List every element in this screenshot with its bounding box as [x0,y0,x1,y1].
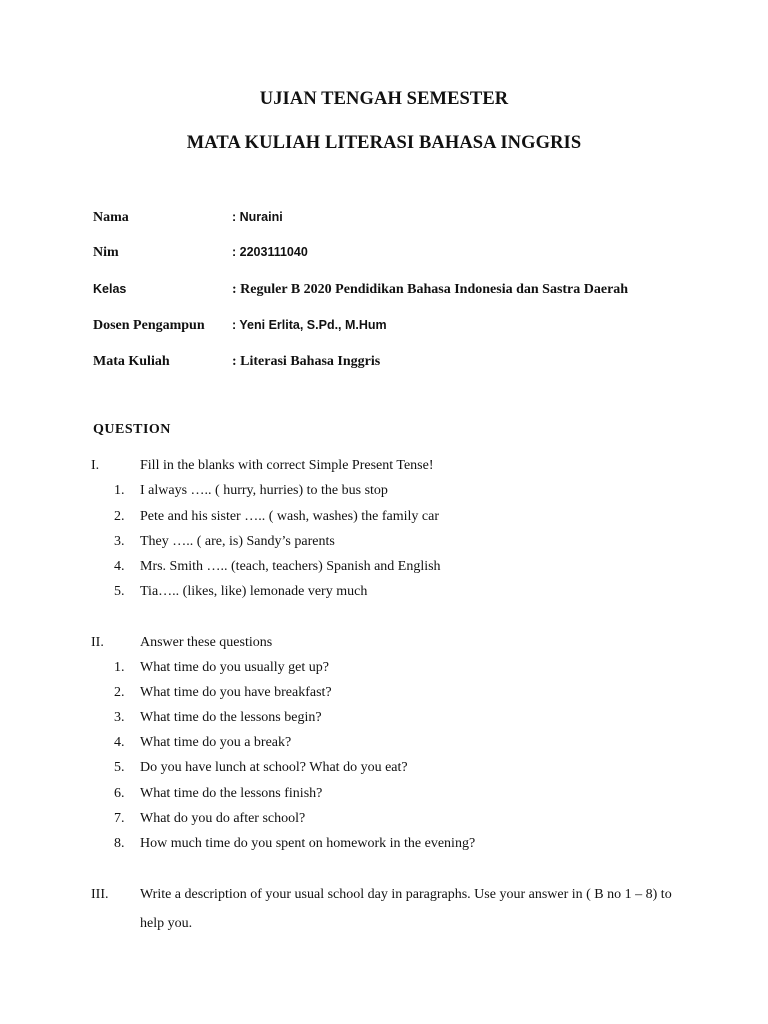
info-label: Nim [93,245,119,260]
info-row-nim [93,245,733,265]
list-item [114,559,441,575]
item-number: 1. [114,660,125,675]
info-label: Mata Kuliah [93,354,170,369]
item-number: 4. [114,735,125,750]
list-item [114,483,388,499]
item-text: How much time do you spent on homework in the evening? [140,836,476,851]
item-text: Mrs. Smith ….. (teach, teachers) Spanish and English [140,559,441,574]
item-number: 4. [114,559,125,574]
section-number: I. [91,458,100,473]
item-text: What time do you usually get up? [140,660,329,675]
info-value: : 2203111040 [232,245,308,259]
list-item [114,685,332,701]
list-item [114,760,408,776]
item-text: What time do you have breakfast? [140,685,332,700]
section-number: II. [91,635,104,650]
item-number: 5. [114,584,125,599]
section-instruction: Write a description of your usual school day in paragraphs. Use your answer in ( B no 1 – 8) to help you. [140,887,672,931]
item-text: What time do the lessons begin? [140,710,322,725]
item-number: 2. [114,685,125,700]
item-number: 2. [114,509,125,524]
item-number: 5. [114,760,125,775]
section-instruction: Answer these questions [140,635,273,650]
item-text: What time do the lessons finish? [140,786,323,801]
item-text: What do you do after school? [140,811,306,826]
info-label: Kelas [93,282,127,296]
list-item [114,584,367,600]
item-number: 7. [114,811,125,826]
item-text: I always ….. ( hurry, hurries) to the bus stop [140,483,388,498]
question-heading: QUESTION [93,422,171,437]
list-item [114,735,291,751]
list-item [114,534,335,550]
info-value: : Literasi Bahasa Inggris [232,354,381,369]
info-row-kelas [93,282,733,302]
item-text: Tia….. (likes, like) lemonade very much [140,584,368,599]
info-label: Nama [93,210,129,225]
list-item [114,836,475,852]
item-text: Do you have lunch at school? What do you eat? [140,760,408,775]
course-title: MATA KULIAH LITERASI BAHASA INGGRIS [186,133,582,153]
list-item [114,660,329,676]
item-text: They ….. ( are, is) Sandy’s parents [140,534,335,549]
item-number: 1. [114,483,125,498]
list-item [114,710,322,726]
item-text: Pete and his sister ….. ( wash, washes) the family car [140,509,439,524]
list-item [114,811,305,827]
info-value: : Nuraini [232,210,283,224]
info-row-dosen [93,318,733,338]
section-number: III. [91,887,109,902]
exam-title: UJIAN TENGAH SEMESTER [259,89,509,109]
list-item [114,786,322,802]
section-instruction: Fill in the blanks with correct Simple Present Tense! [140,458,434,473]
item-number: 6. [114,786,125,801]
info-value: : Reguler B 2020 Pendidikan Bahasa Indonesia dan Sastra Daerah [232,282,629,297]
item-number: 3. [114,534,125,549]
item-number: 3. [114,710,125,725]
info-row-mata-kuliah [93,354,733,374]
info-row-nama [93,210,733,230]
list-item [114,509,439,525]
info-value: : Yeni Erlita, S.Pd., M.Hum [232,318,387,332]
item-text: What time do you a break? [140,735,292,750]
item-number: 8. [114,836,125,851]
info-label: Dosen Pengampun [93,318,205,333]
